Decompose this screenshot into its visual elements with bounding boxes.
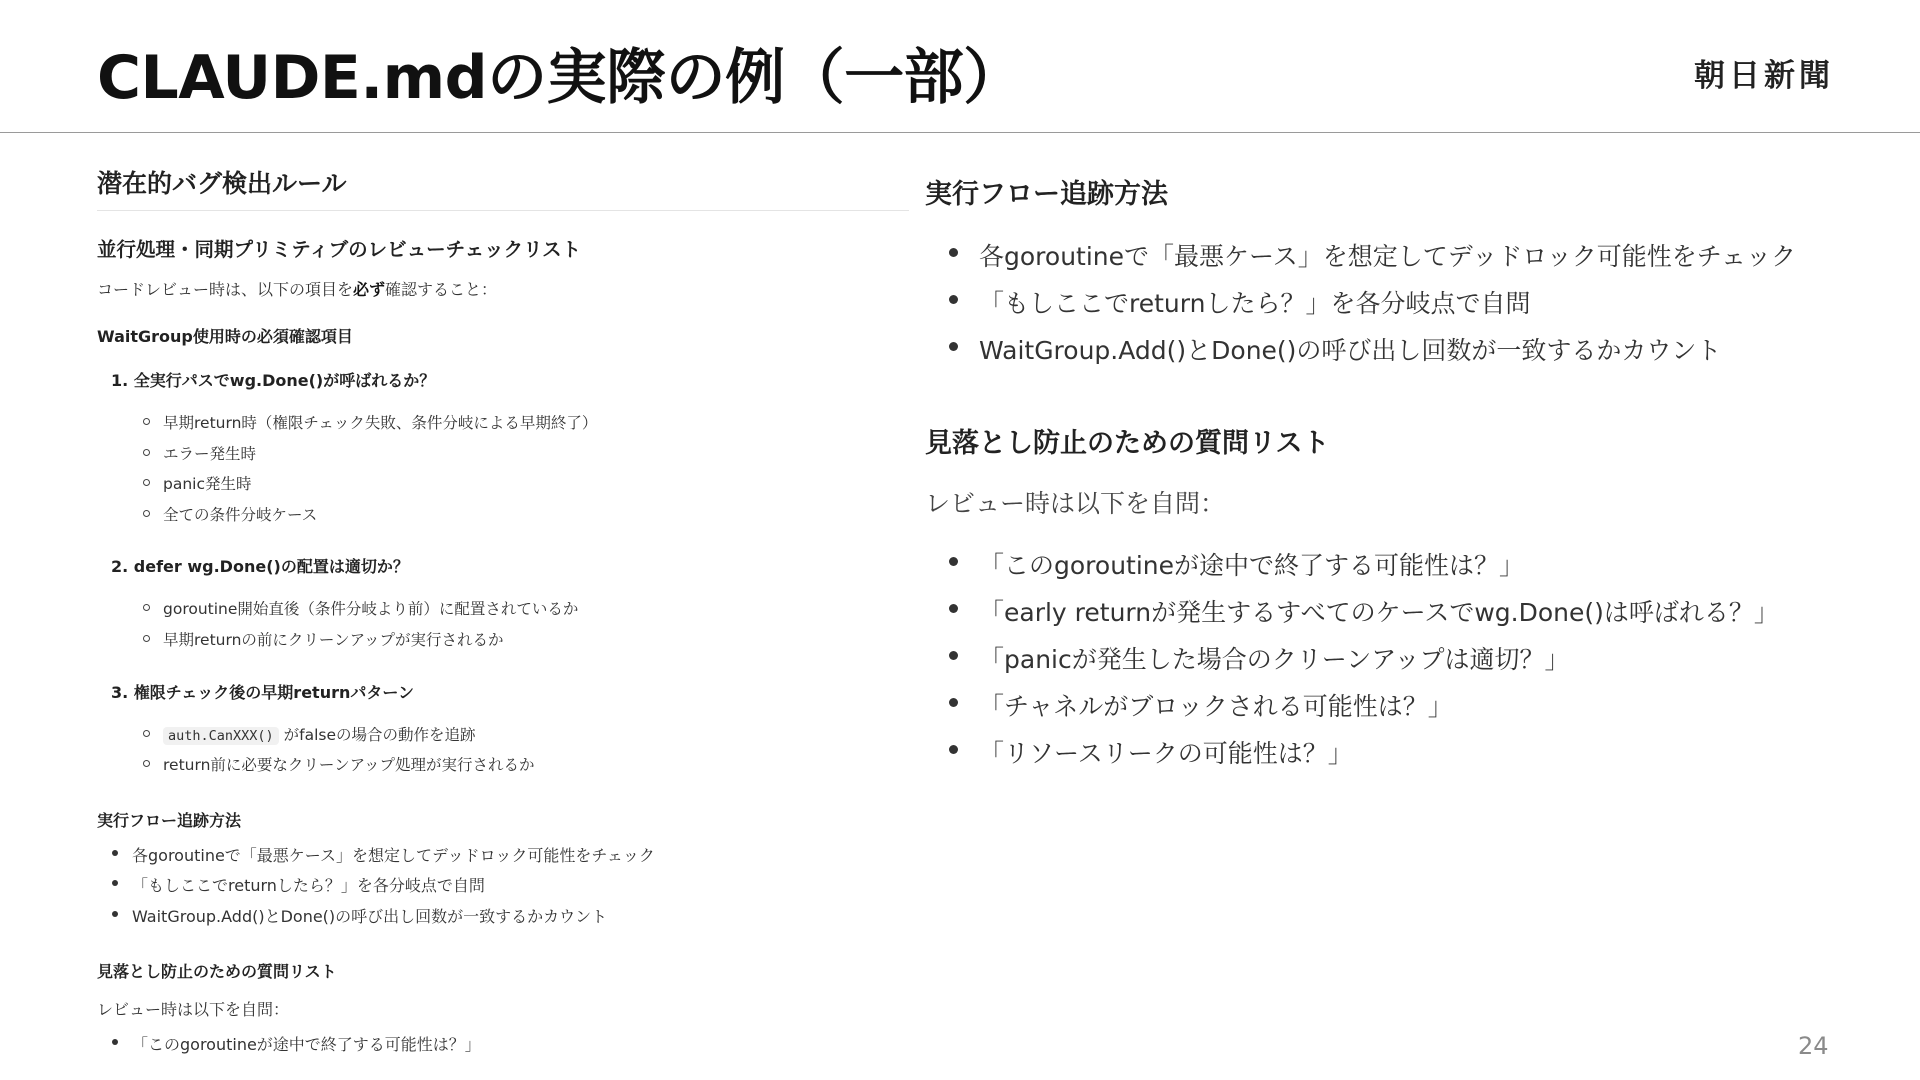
- check-subitem: 全ての条件分岐ケース: [163, 503, 909, 534]
- questions-heading: 見落とし防止のための質問リスト: [97, 961, 337, 981]
- check-list: [97, 368, 909, 784]
- waitgroup-heading: WaitGroup使用時の必須確認項目: [97, 327, 353, 346]
- flow-list: [97, 843, 909, 935]
- check-item-label: 3. 権限チェック後の早期returnパターン: [111, 682, 415, 702]
- flow-item: 各goroutineで「最悪ケース」を想定してデッドロック可能性をチェック: [979, 237, 1885, 284]
- check-subitem: goroutine開始直後（条件分岐より前）に配置されているか: [163, 597, 909, 628]
- question-item: 「このgoroutineが途中で終了する可能性は？」: [132, 1032, 909, 1058]
- doc-heading: 潜在的バグ検出ルール: [97, 164, 909, 211]
- check-sublist: [111, 411, 909, 533]
- question-item: 「panicが発生した場合のクリーンアップは適切？」: [979, 640, 1885, 687]
- question-item: 「リソースリークの可能性は？」: [979, 734, 1885, 781]
- questions-list: [97, 1032, 909, 1058]
- flow-heading: 実行フロー追跡方法: [97, 810, 242, 830]
- slide-title: CLAUDE.mdの実際の例（一部）: [97, 43, 1023, 113]
- header-divider: [0, 132, 1920, 133]
- check-sublist: [111, 597, 909, 658]
- check-subitem: panic発生時: [163, 472, 909, 503]
- flow-heading-zoomed: 実行フロー追跡方法: [925, 179, 1168, 210]
- code-suffix: がfalseの場合の動作を追跡: [283, 725, 476, 744]
- check-item: [111, 680, 909, 784]
- questions-heading-zoomed: 見落とし防止のための質問リスト: [925, 427, 1330, 459]
- brand-logo: 朝日新聞: [1694, 58, 1834, 94]
- flow-item: 各goroutineで「最悪ケース」を想定してデッドロック可能性をチェック: [132, 843, 909, 874]
- questions-intro-zoomed: レビュー時は以下を自問：: [925, 488, 1226, 518]
- question-item: 「early returnが発生するすべてのケースでwg.Done()は呼ばれる？」: [979, 593, 1885, 640]
- doc-section-title: 並行処理・同期プリミティブのレビューチェックリスト: [97, 238, 582, 261]
- page-number: 24: [1798, 1032, 1829, 1060]
- flow-item: WaitGroup.Add()とDone()の呼び出し回数が一致するかカウント: [132, 904, 909, 935]
- check-item-label: 1. 全実行パスでwg.Done()が呼ばれるか？: [111, 371, 436, 390]
- check-item-label: 2. defer wg.Done()の配置は適切か？: [111, 557, 409, 577]
- questions-intro: レビュー時は以下を自問：: [97, 999, 290, 1019]
- check-subitem: 早期return時（権限チェック失敗、条件分岐による早期終了）: [163, 411, 909, 442]
- check-subitem: return前に必要なクリーンアップ処理が実行されるか: [163, 753, 909, 784]
- check-subitem: 早期returnの前にクリーンアップが実行されるか: [163, 628, 909, 659]
- questions-list-zoomed: [925, 546, 1885, 782]
- check-subitem: エラー発生時: [163, 442, 909, 473]
- zoomed-detail-panel: [925, 165, 1885, 785]
- doc-intro-emphasis: 必ず: [353, 280, 386, 299]
- flow-item: 「もしここでreturnしたら？」を各分岐点で自問: [132, 873, 909, 904]
- flow-list-zoomed: [925, 237, 1885, 379]
- question-item: 「このgoroutineが途中で終了する可能性は？」: [979, 546, 1885, 593]
- question-item: 「チャネルがブロックされる可能性は？」: [979, 687, 1885, 734]
- check-item: [111, 554, 909, 658]
- inline-code: auth.CanXXX(): [163, 727, 279, 745]
- check-subitem: [163, 723, 909, 754]
- flow-item: 「もしここでreturnしたら？」を各分岐点で自問: [979, 284, 1885, 331]
- doc-intro-suffix: 確認すること：: [385, 280, 498, 299]
- doc-intro-prefix: コードレビュー時は、以下の項目を: [97, 280, 354, 299]
- doc-intro: [97, 277, 909, 300]
- check-item: [111, 368, 909, 533]
- check-sublist: [111, 723, 909, 784]
- document-screenshot-panel: [97, 158, 909, 1058]
- flow-item: WaitGroup.Add()とDone()の呼び出し回数が一致するかカウント: [979, 331, 1885, 378]
